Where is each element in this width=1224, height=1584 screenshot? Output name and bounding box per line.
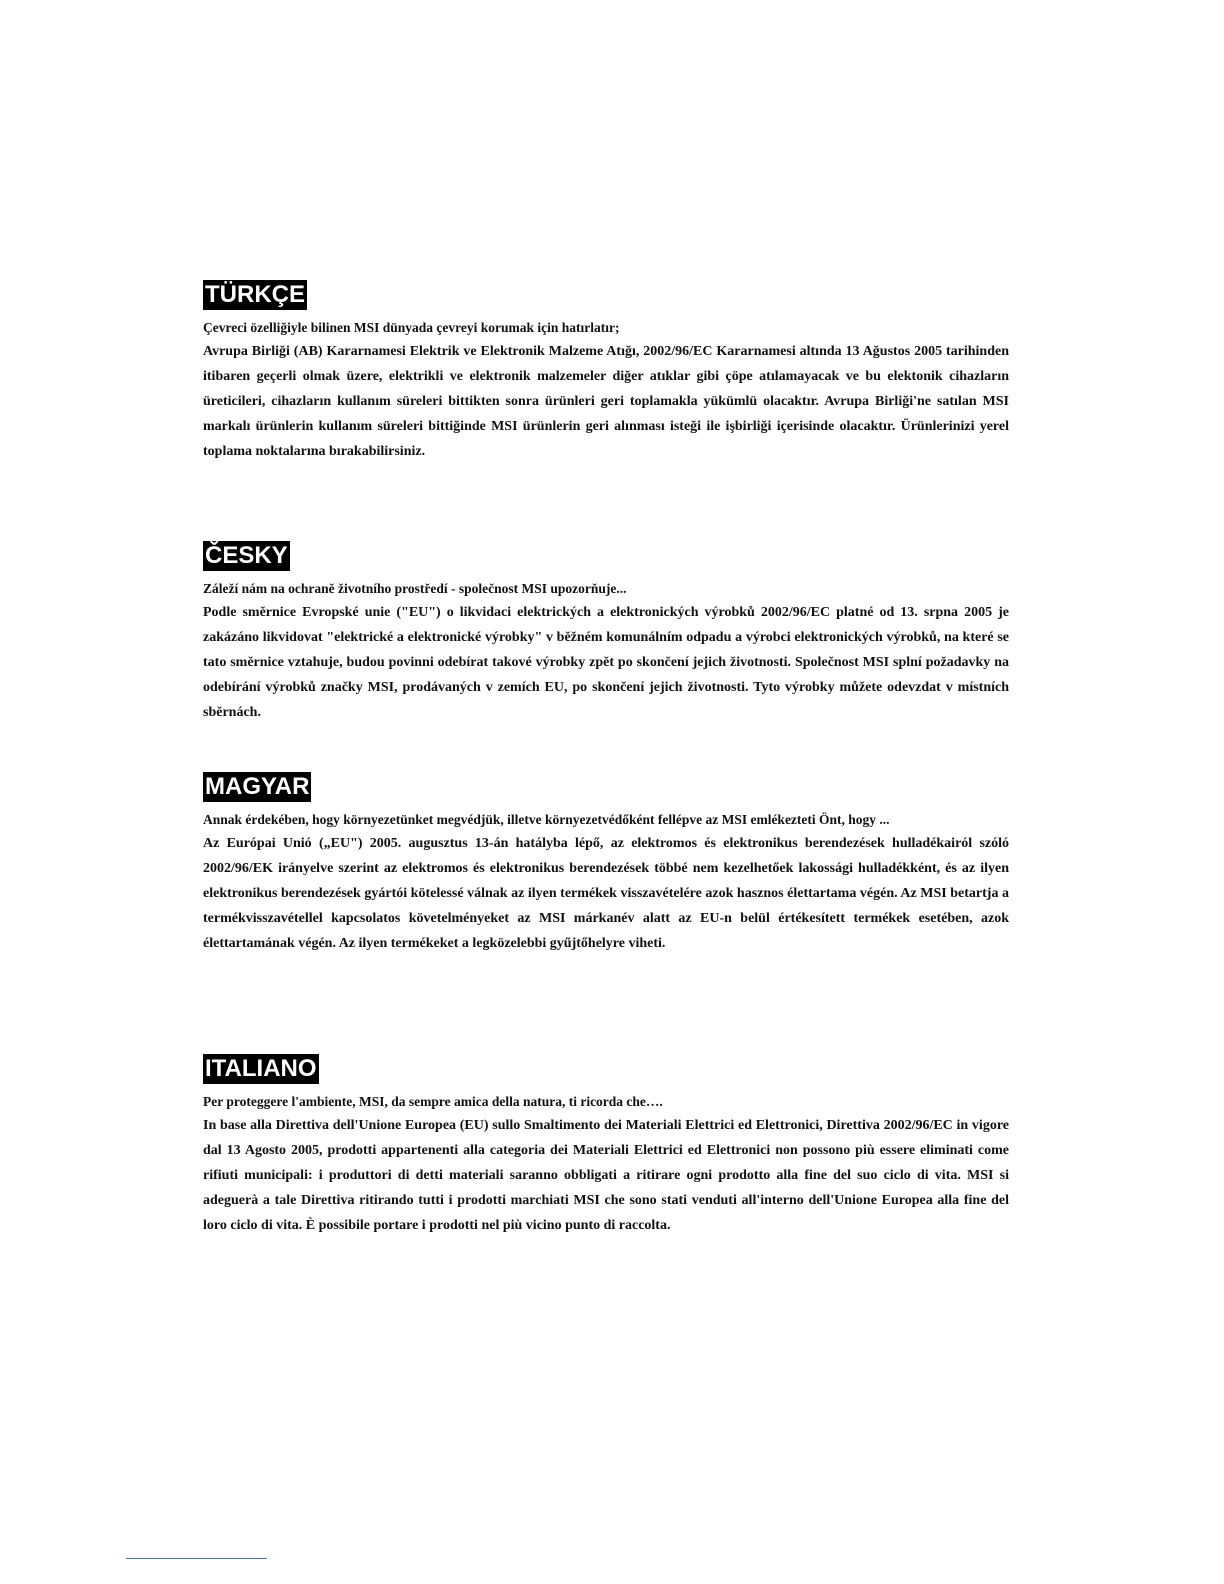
- section-cesky: [203, 541, 1009, 725]
- section-magyar: [203, 772, 1009, 956]
- section-body: Podle směrnice Evropské unie ("EU") o likvidaci elektrických a elektronických výrobků 2002/96/EC platné od 13. srpna 2005 je zakázáno likvidovat "elektrické a elektronické výrobky" v běžném komunálním odpadu a výrobci elektronických výrobků, na které se tato směrnice vztahuje, budou povinni odebírat takové výrobky zpět po skončení jejich životnosti. Společnost MSI splní požadavky na odebírání výrobků značky MSI, prodávaných v zemích EU, po skončení jejich životnosti. Tyto výrobky můžete odevzdat v místních sběrnách.: [203, 605, 1009, 720]
- footnote-divider: [126, 1558, 267, 1559]
- section-heading: ITALIANO: [205, 1055, 317, 1082]
- section-italiano: [203, 1054, 1009, 1238]
- section-intro: Annak érdekében, hogy környezetünket megvédjük, illetve környezetvédőként fellépve az MSI emlékezteti Önt, hogy ...: [203, 812, 890, 827]
- section-body: Az Európai Unió („EU") 2005. augusztus 13-án hatályba lépő, az elektromos és elektronikus berendezések hulladékairól szóló 2002/96/EK irányelve szerint az elektromos és elektronikus berendezések többé nem kezelhetőek lakossági hulladékként, és az ilyen elektronikus berendezések gyártói kötelessé válnak az ilyen termékek visszavételére azok hasznos élettartama végén. Az MSI betartja a termékvisszavétellel kapcsolatos követelményeket az MSI márkanév alatt az EU-n belül értékesített termékek esetében, azok élettartamának végén. Az ilyen termékeket a legközelebbi gyűjtőhelyre viheti.: [203, 836, 1009, 951]
- section-heading: ČESKY: [205, 542, 288, 569]
- section-heading: MAGYAR: [205, 773, 310, 800]
- section-body: In base alla Direttiva dell'Unione Europea (EU) sullo Smaltimento dei Materiali Elettrici ed Elettronici, Direttiva 2002/96/EC in vigore dal 13 Agosto 2005, prodotti appartenenti alla categoria dei Materiali Elettrici ed Elettronici non possono più essere eliminati come rifiuti municipali: i produttori di detti materiali saranno obbligati a ritirare ogni prodotto alla fine del suo ciclo di vita. MSI si adeguerà a tale Direttiva ritirando tutti i prodotti marchiati MSI che sono stati venduti all'interno dell'Unione Europea alla fine del loro ciclo di vita. È possibile portare i prodotti nel più vicino punto di raccolta.: [203, 1118, 1009, 1233]
- section-heading: TÜRKÇE: [205, 281, 305, 308]
- section-intro: Záleží nám na ochraně životního prostředí - společnost MSI upozorňuje...: [203, 581, 627, 596]
- section-intro: Çevreci özelliğiyle bilinen MSI dünyada çevreyi korumak için hatırlatır;: [203, 320, 620, 335]
- section-body: Avrupa Birliği (AB) Kararnamesi Elektrik ve Elektronik Malzeme Atığı, 2002/96/EC Kararnamesi altında 13 Ağustos 2005 tarihinden itibaren geçerli olmak üzere, elektrikli ve elektronik malzemeler diğer atıklar gibi çöpe atılamayacak ve bu elektonik cihazların üreticileri, cihazların kullanım süreleri bittikten sonra ürünleri geri toplamakla yükümlü olacaktır. Avrupa Birliği'ne satılan MSI markalı ürünlerin kullanım süreleri bittiğinde MSI ürünlerin geri alınması isteği ile işbirliği içerisinde olacaktır. Ürünlerinizi yerel toplama noktalarına bırakabilirsiniz.: [203, 344, 1009, 459]
- section-intro: Per proteggere l'ambiente, MSI, da sempre amica della natura, ti ricorda che….: [203, 1094, 663, 1109]
- section-turkce: [203, 280, 1009, 464]
